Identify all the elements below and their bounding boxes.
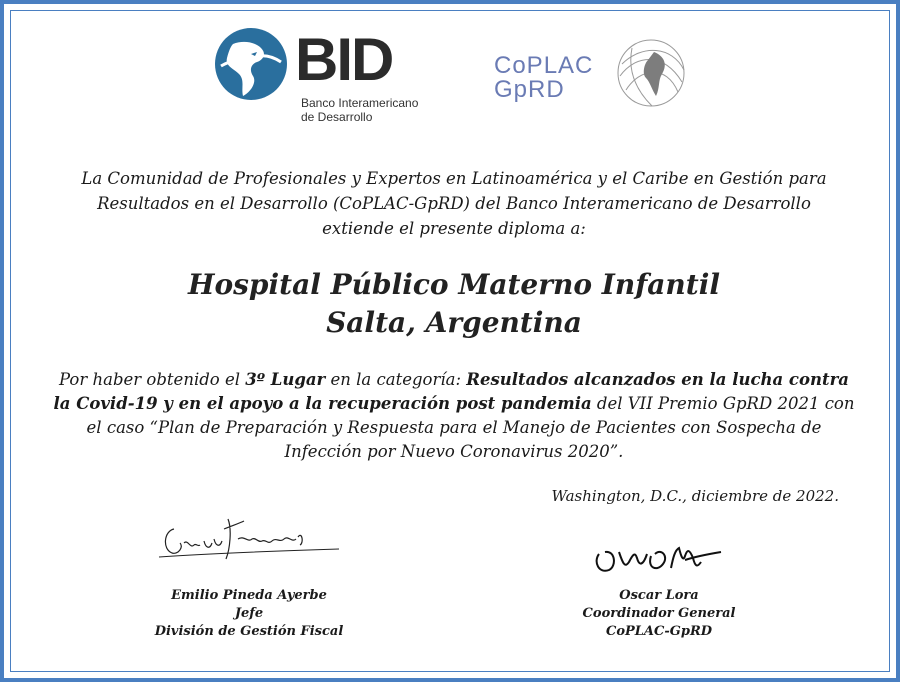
signature-emilio-pineda	[154, 509, 344, 569]
bid-wordmark: BID	[295, 26, 393, 93]
bid-subtitle	[301, 96, 418, 124]
bid-globe-icon	[211, 26, 291, 106]
bid-subtitle-line1: Banco Interamericano	[301, 96, 419, 110]
recipient	[64, 266, 844, 342]
award-place: 3º Lugar	[245, 370, 326, 389]
intro-line2: Resultados en el Desarrollo (CoPLAC-GpRD) del Banco Interamericano de Desarrollo	[97, 194, 811, 213]
recipient-name: Hospital Público Materno Infantil	[188, 268, 720, 301]
bid-logo	[211, 26, 441, 126]
coplac-logo	[494, 32, 694, 112]
coplac-line2: GpRD	[494, 76, 565, 103]
recipient-location: Salta, Argentina	[326, 306, 582, 339]
award-category: Resultados alcanzados en la lucha contra la Covid-19 y en el apoyo a la recuperación post pandemia	[53, 370, 849, 413]
coplac-line1: CoPLAC	[494, 52, 594, 79]
signatory-left-name: Emilio Pineda Ayerbe	[171, 588, 327, 603]
signatory-right-title: Coordinador General	[582, 606, 736, 621]
body-part1: Por haber obtenido el	[59, 370, 246, 389]
intro-line3: extiende el presente diploma a:	[322, 219, 586, 238]
signatory-right-unit: CoPLAC-GpRD	[605, 624, 713, 639]
place-date: Washington, D.C., diciembre de 2022.	[551, 487, 839, 505]
coplac-wordmark	[494, 54, 593, 102]
signature-oscar-lora	[589, 534, 729, 579]
award-description	[52, 368, 856, 464]
body-part3: del VII Premio GpRD 2021 con el caso “Plan de Preparación y Respuesta para el Manejo de Pacientes con Sospecha de Infección por Nuevo Coronavirus 2020”.	[86, 394, 855, 461]
intro-text	[64, 166, 844, 241]
bid-subtitle-line2: de Desarrollo	[301, 110, 373, 124]
signatory-left-title: Jefe	[234, 606, 264, 621]
signatory-left	[134, 587, 364, 641]
signatory-left-unit: División de Gestión Fiscal	[154, 624, 344, 639]
signatory-right-name: Oscar Lora	[619, 588, 699, 603]
intro-line1: La Comunidad de Profesionales y Expertos en Latinoamérica y el Caribe en Gestión para	[81, 169, 827, 188]
body-part2: en la categoría:	[325, 370, 467, 389]
globe-lines-icon	[612, 34, 690, 112]
signatory-right	[544, 587, 774, 641]
